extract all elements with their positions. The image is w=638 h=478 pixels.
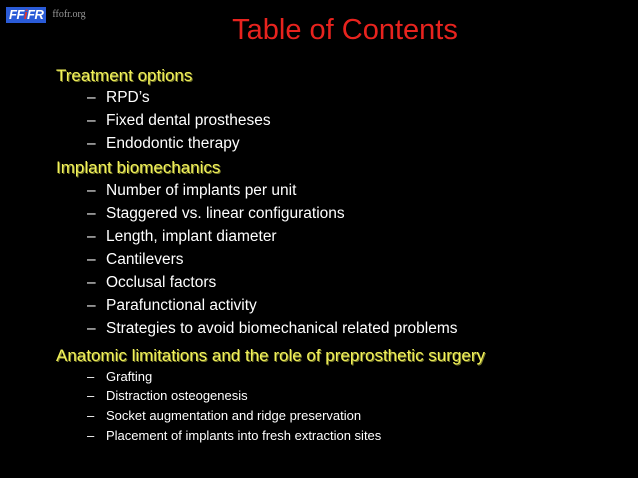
logo-mark: FFiFR bbox=[6, 7, 46, 23]
list-item-label: Staggered vs. linear configurations bbox=[106, 205, 345, 222]
list-item bbox=[87, 111, 271, 131]
slide-title: Table of Contents bbox=[232, 14, 458, 46]
list-item bbox=[87, 227, 277, 247]
list-item-label: Length, implant diameter bbox=[106, 228, 277, 245]
list-item bbox=[87, 296, 257, 316]
list-item-label: Grafting bbox=[106, 369, 153, 384]
list-item-label: Placement of implants into fresh extraction sites bbox=[106, 428, 382, 443]
list-item bbox=[87, 387, 248, 405]
bullet-dash: – bbox=[87, 251, 96, 268]
list-item bbox=[87, 250, 184, 270]
list-item-label: Socket augmentation and ridge preservation bbox=[106, 408, 362, 423]
bullet-dash: – bbox=[87, 428, 95, 443]
bullet-dash: – bbox=[87, 182, 96, 199]
list-item bbox=[87, 407, 361, 425]
list-item bbox=[87, 427, 381, 445]
list-item-label: Endodontic therapy bbox=[106, 135, 240, 152]
bullet-dash: – bbox=[87, 205, 96, 222]
bullet-dash: – bbox=[87, 297, 96, 314]
list-item bbox=[87, 273, 216, 293]
list-item-label: RPD’s bbox=[106, 89, 150, 106]
list-item bbox=[87, 181, 296, 201]
section-heading-anatomic-limitations: Anatomic limitations and the role of preprosthetic surgery bbox=[56, 346, 485, 365]
bullet-dash: – bbox=[87, 135, 96, 152]
list-item bbox=[87, 134, 240, 154]
section-heading-implant-biomechanics: Implant biomechanics bbox=[56, 158, 221, 177]
list-item-label: Strategies to avoid biomechanical related problems bbox=[106, 320, 458, 337]
list-item-label: Parafunctional activity bbox=[106, 297, 257, 314]
bullet-dash: – bbox=[87, 369, 95, 384]
list-item bbox=[87, 204, 345, 224]
section-heading-treatment-options: Treatment options bbox=[56, 66, 193, 85]
list-item-label: Fixed dental prostheses bbox=[106, 112, 271, 129]
bullet-dash: – bbox=[87, 228, 96, 245]
list-item-label: Cantilevers bbox=[106, 251, 184, 268]
bullet-dash: – bbox=[87, 320, 96, 337]
bullet-dash: – bbox=[87, 89, 96, 106]
list-item-label: Distraction osteogenesis bbox=[106, 388, 248, 403]
logo-site-text: ffofr.org bbox=[52, 9, 86, 20]
list-item-label: Number of implants per unit bbox=[106, 182, 297, 199]
list-item bbox=[87, 319, 458, 339]
bullet-dash: – bbox=[87, 274, 96, 291]
list-item bbox=[87, 368, 152, 386]
bullet-dash: – bbox=[87, 388, 95, 403]
list-item-label: Occlusal factors bbox=[106, 274, 217, 291]
bullet-dash: – bbox=[87, 112, 96, 129]
list-item bbox=[87, 88, 150, 108]
bullet-dash: – bbox=[87, 408, 95, 423]
